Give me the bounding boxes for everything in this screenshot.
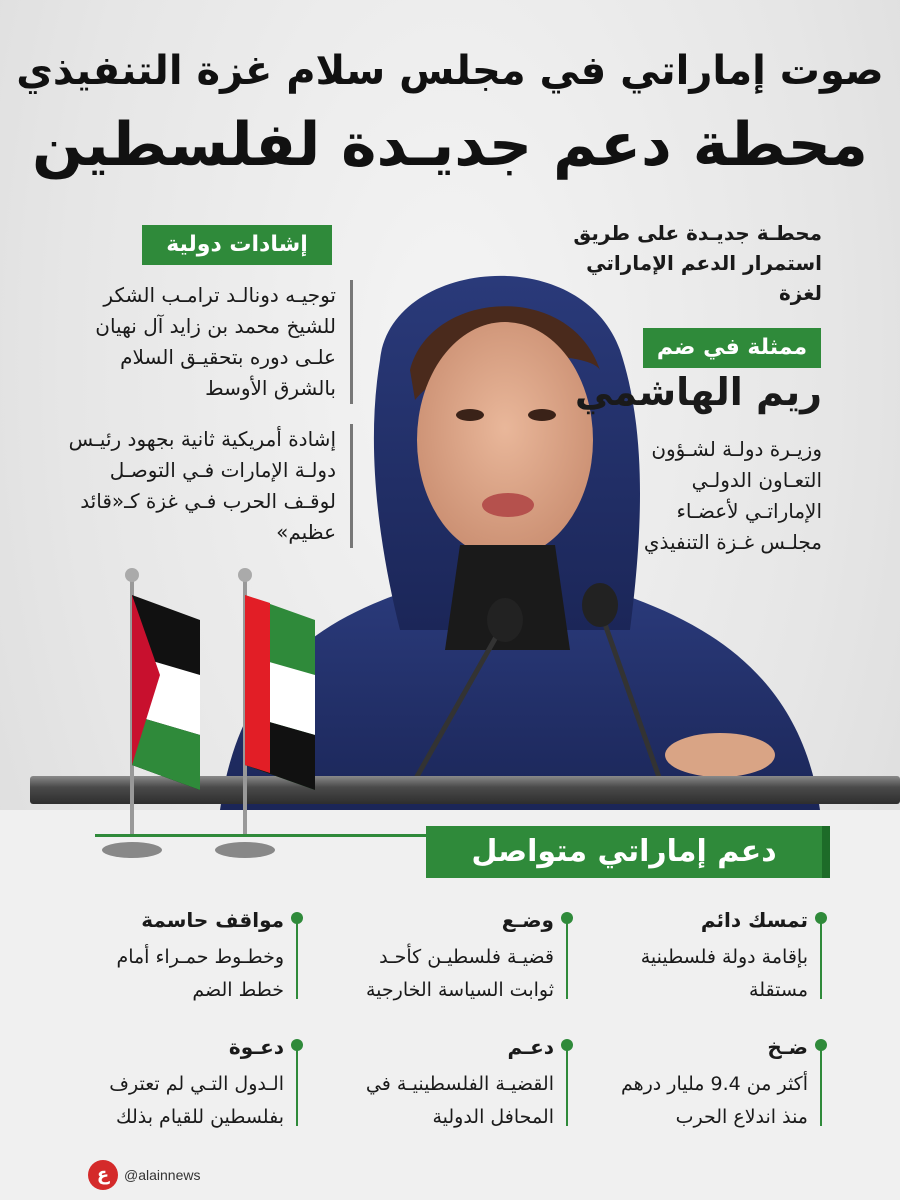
support-item [78, 1032, 298, 1134]
support-item-head: تمسك دائم [700, 908, 808, 932]
support-item-body: القضيـة الفلسطينيـة في المحافل الدولية [365, 1073, 554, 1128]
alain-logo-icon: ع [88, 1160, 118, 1190]
support-item [78, 905, 298, 1007]
representative-badge: ممثلة في ضم [643, 328, 821, 368]
section-accent [822, 826, 830, 878]
support-item-body: وخطـوط حمـراء أمام خطط الضم [116, 946, 284, 1001]
flags [80, 565, 330, 865]
support-item [348, 905, 568, 1007]
title-line-2: محطة دعم جديـدة لفلسطين [32, 110, 868, 180]
support-item-head: وضـع [501, 908, 554, 932]
support-item-head: دعـم [507, 1035, 554, 1059]
support-item-body: أكثر من 9.4 مليار درهم منذ اندلاع الحرب [620, 1073, 808, 1128]
minister-name: ريم الهاشمي [574, 370, 822, 414]
support-item-head: مواقف حاسمة [141, 908, 284, 932]
uae-flag [215, 568, 315, 858]
title-line-1: صوت إماراتي في مجلس سلام غزة التنفيذي [16, 48, 884, 94]
support-item [602, 905, 822, 1007]
support-item [602, 1032, 822, 1134]
support-item-head: دعـوة [228, 1035, 284, 1059]
praise-item-2: إشادة أمريكية ثانية بجهود رئيـس دولـة الإمارات فـي التوصـل لوقـف الحرب فـي غزة كـ«قائد عظيم» [68, 424, 353, 548]
section-title: دعم إماراتي متواصل [426, 826, 822, 878]
intro-text: محطـة جديـدة على طريق استمرار الدعم الإماراتي لغزة [573, 221, 822, 305]
support-item [348, 1032, 568, 1134]
footer [88, 1160, 200, 1190]
support-item-body: قضيـة فلسطيـن كأحـد ثوابت السياسة الخارجية [365, 946, 554, 1001]
praise-item-1: توجيـه دونالـد ترامـب الشكر للشيخ محمد بن زايد آل نهيان علـى دوره بتحقيـق السلام بالشرق الأوسط [68, 280, 353, 404]
social-handle[interactable]: @alainnews [124, 1167, 201, 1183]
minister-role: وزيـرة دولـة لشـؤون التعـاون الدولـي الإماراتـي لأعضـاء مجلـس غـزة التنفيذي [643, 437, 822, 554]
international-praise-badge: إشادات دولية [142, 225, 332, 265]
support-item-body: الـدول التـي لم تعترف بفلسطين للقيام بذلك [109, 1073, 284, 1128]
palestine-flag [102, 568, 200, 858]
section-divider [95, 834, 435, 837]
support-item-head: ضـخ [767, 1035, 808, 1059]
support-item-body: بإقامة دولة فلسطينية مستقلة [640, 946, 808, 1001]
